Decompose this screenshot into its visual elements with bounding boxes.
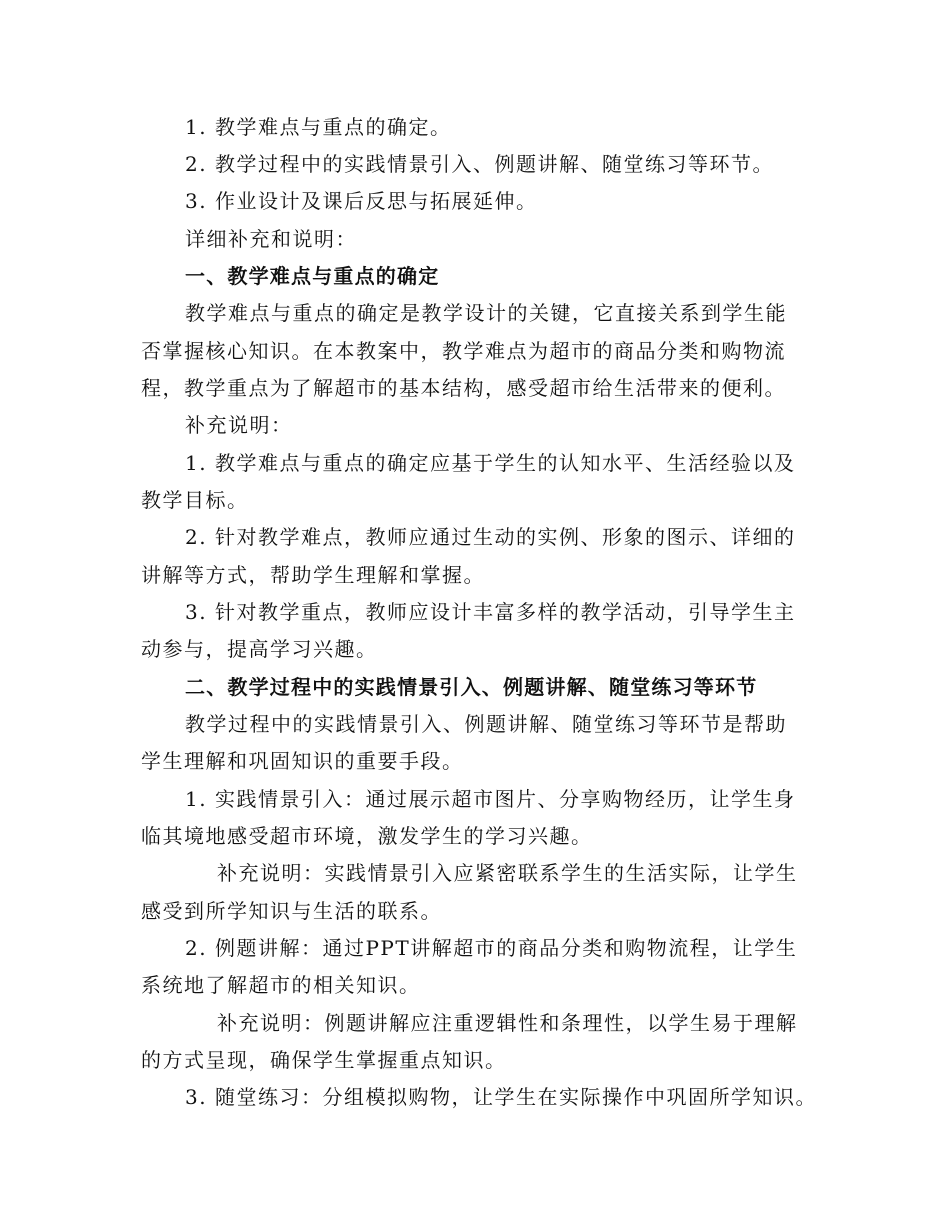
- supplement-note: 补充说明：实践情景引入应紧密联系学生的生活实际，让学生: [217, 861, 798, 885]
- outline-item-3: 3. 作业设计及课后反思与拓展延伸。: [185, 189, 538, 213]
- supplement-note-continuation: 感受到所学知识与生活的联系。: [141, 899, 442, 923]
- section-heading-2: 二、教学过程中的实践情景引入、例题讲解、随堂练习等环节: [185, 675, 758, 699]
- paragraph-line: 学生理解和巩固知识的重要手段。: [141, 749, 464, 773]
- list-item-continuation: 系统地了解超市的相关知识。: [141, 973, 421, 997]
- paragraph-line: 程，教学重点为了解超市的基本结构，感受超市给生活带来的便利。: [141, 376, 786, 400]
- list-item: 2. 针对教学难点，教师应通过生动的实例、形象的图示、详细的: [185, 525, 796, 549]
- supplement-note: 补充说明：例题讲解应注重逻辑性和条理性，以学生易于理解: [217, 1011, 798, 1035]
- supplement-label: 补充说明：: [185, 413, 293, 437]
- outline-item-1: 1. 教学难点与重点的确定。: [185, 115, 452, 139]
- list-item: 1. 实践情景引入：通过展示超市图片、分享购物经历，让学生身: [185, 787, 796, 811]
- paragraph-line: 否掌握核心知识。在本教案中，教学难点为超市的商品分类和购物流: [141, 339, 786, 363]
- paragraph-line: 教学过程中的实践情景引入、例题讲解、随堂练习等环节是帮助: [185, 712, 787, 736]
- list-item-continuation: 教学目标。: [141, 488, 249, 512]
- supplement-note-continuation: 的方式呈现，确保学生掌握重点知识。: [141, 1048, 507, 1072]
- list-item: 3. 针对教学重点，教师应设计丰富多样的教学活动，引导学生主: [185, 600, 796, 624]
- list-item-continuation: 讲解等方式，帮助学生理解和掌握。: [141, 563, 485, 587]
- list-item: 3. 随堂练习：分组模拟购物，让学生在实际操作中巩固所学知识。: [185, 1085, 817, 1109]
- paragraph-line: 教学难点与重点的确定是教学设计的关键，它直接关系到学生能: [185, 301, 787, 325]
- list-item: 1. 教学难点与重点的确定应基于学生的认知水平、生活经验以及: [185, 451, 796, 475]
- detail-intro: 详细补充和说明：: [185, 227, 357, 251]
- section-heading-1: 一、教学难点与重点的确定: [185, 264, 440, 288]
- outline-item-2: 2. 教学过程中的实践情景引入、例题讲解、随堂练习等环节。: [185, 152, 774, 176]
- list-item-continuation: 动参与，提高学习兴趣。: [141, 637, 378, 661]
- list-item: 2. 例题讲解：通过PPT讲解超市的商品分类和购物流程，让学生: [185, 936, 798, 960]
- list-item-continuation: 临其境地感受超市环境，激发学生的学习兴趣。: [141, 824, 593, 848]
